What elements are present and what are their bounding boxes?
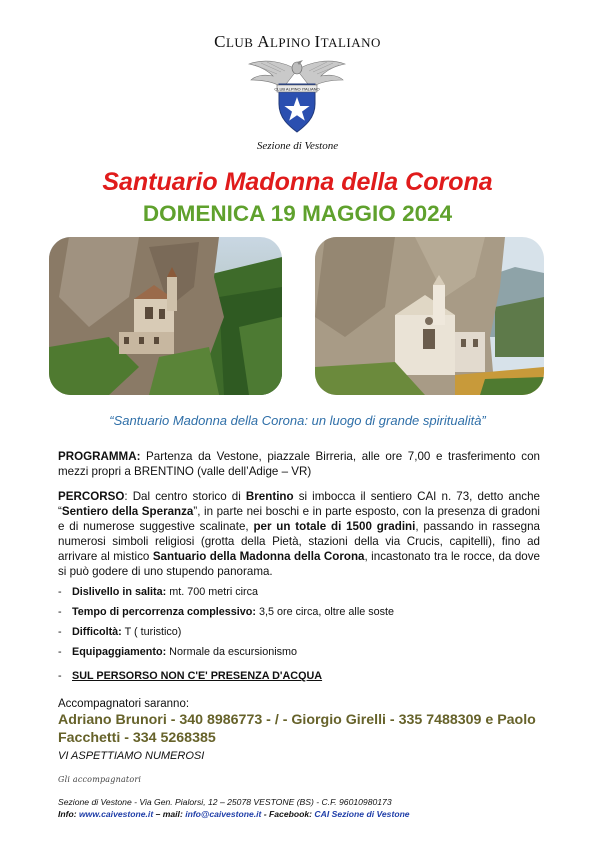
event-title: Santuario Madonna della Corona [102, 168, 493, 196]
guides-line-2: Facchetti - 334 5268385 [58, 730, 216, 746]
event-date: DOMENICA 19 MAGGIO 2024 [142, 201, 453, 226]
guides-label: Accompagnatori saranno: [58, 698, 190, 710]
percorso-bold-1: Brentino [245, 490, 294, 503]
event-quote: “Santuario Madonna della Corona: un luogo di grande spiritualità” [109, 413, 486, 428]
list-item: - Equipaggiamento: Normale da escursionismo [58, 646, 297, 658]
percorso-text-4: , passando in rassegna numerosi simboli religiosi (grotta della Pietà, stazioni della via Crucis, capitelli), fino ad arrivare al mistico [58, 520, 540, 563]
footer-address: Sezione di Vestone - Via Gen. Pialorsi, 12 – 25078 VESTONE (BS) - C.F. 96010980173 [58, 797, 392, 807]
percorso-text-1: : Dal centro storico di [124, 490, 246, 503]
percorso-paragraph [58, 489, 540, 579]
closing-text: VI ASPETTIAMO NUMEROSI [58, 750, 205, 762]
detail-value: T ( turistico) [121, 626, 182, 638]
list-item: - Tempo di percorrenza complessivo: 3,5 ore circa, oltre alle soste [58, 606, 395, 618]
detail-value: Normale da escursionismo [166, 646, 297, 658]
percorso-text-2: si imbocca il sentiero CAI n. 73, detto anche “ [58, 490, 540, 518]
percorso-label: PERCORSO [58, 490, 125, 503]
percorso-bold-4: Santuario della Madonna della Corona [152, 550, 365, 563]
footer-contacts: Info: www.caivestone.it – mail: info@caivestone.it - Facebook: CAI Sezione di Vestone [58, 809, 410, 819]
percorso-bold-2: Sentiero della Speranza [61, 505, 194, 518]
guides-line-1: Adriano Brunori - 340 8986773 - / - Giorgio Girelli - 335 7488309 e Paolo [58, 712, 536, 728]
guides-names [58, 711, 548, 747]
email-link[interactable]: info@caivestone.it [185, 809, 262, 819]
sanctuary-facade-photo [315, 237, 544, 395]
percorso-bold-3: per un totale di 1500 gradini [253, 520, 416, 533]
percorso-text-3: ”, in parte nei boschi e in parte esposto, con la presenza di gradoni e di numerose suggestive scalinate, [58, 505, 540, 533]
sanctuary-cliff-photo [49, 237, 282, 395]
percorso-text-5: , incastonato tra le rocce, da dove si può godere di uno stupendo panorama. [58, 550, 540, 578]
logo-banner-text: CLUB ALPINO ITALIANO [274, 86, 320, 92]
detail-label: Tempo di percorrenza complessivo: [72, 606, 256, 618]
facebook-link[interactable]: CAI Sezione di Vestone [314, 809, 410, 819]
programma-label: PROGRAMMA: [58, 450, 141, 463]
detail-label: Dislivello in salita: [72, 586, 167, 598]
detail-value: mt. 700 metri circa [166, 586, 259, 598]
water-warning-text: SUL PERSORSO NON C'E' PRESENZA D'ACQUA [72, 670, 323, 682]
detail-value: 3,5 ore circa, oltre alle soste [256, 606, 395, 618]
detail-label: Equipaggiamento: [72, 646, 167, 658]
detail-label: Difficoltà: [72, 626, 122, 638]
cai-logo [247, 54, 347, 136]
programma-text: Partenza da Vestone, piazzale Birreria, alle ore 7,00 e trasferimento con mezzi propri a BRENTINO (valle dell’Adige – VR) [58, 450, 540, 478]
list-item: - Difficoltà: T ( turistico) [58, 626, 182, 638]
website-link[interactable]: www.caivestone.it [79, 809, 154, 819]
list-item: - Dislivello in salita: mt. 700 metri circa [58, 586, 259, 598]
handwritten-signature: Gli accompagnatori [58, 775, 142, 784]
programma-paragraph [58, 449, 540, 479]
details-list [58, 586, 538, 690]
water-warning: - SUL PERSORSO NON C'E' PRESENZA D'ACQUA [58, 670, 323, 682]
club-name: CLUB ALPINO ITALIANO [214, 32, 381, 51]
section-name: Sezione di Vestone [256, 140, 339, 152]
